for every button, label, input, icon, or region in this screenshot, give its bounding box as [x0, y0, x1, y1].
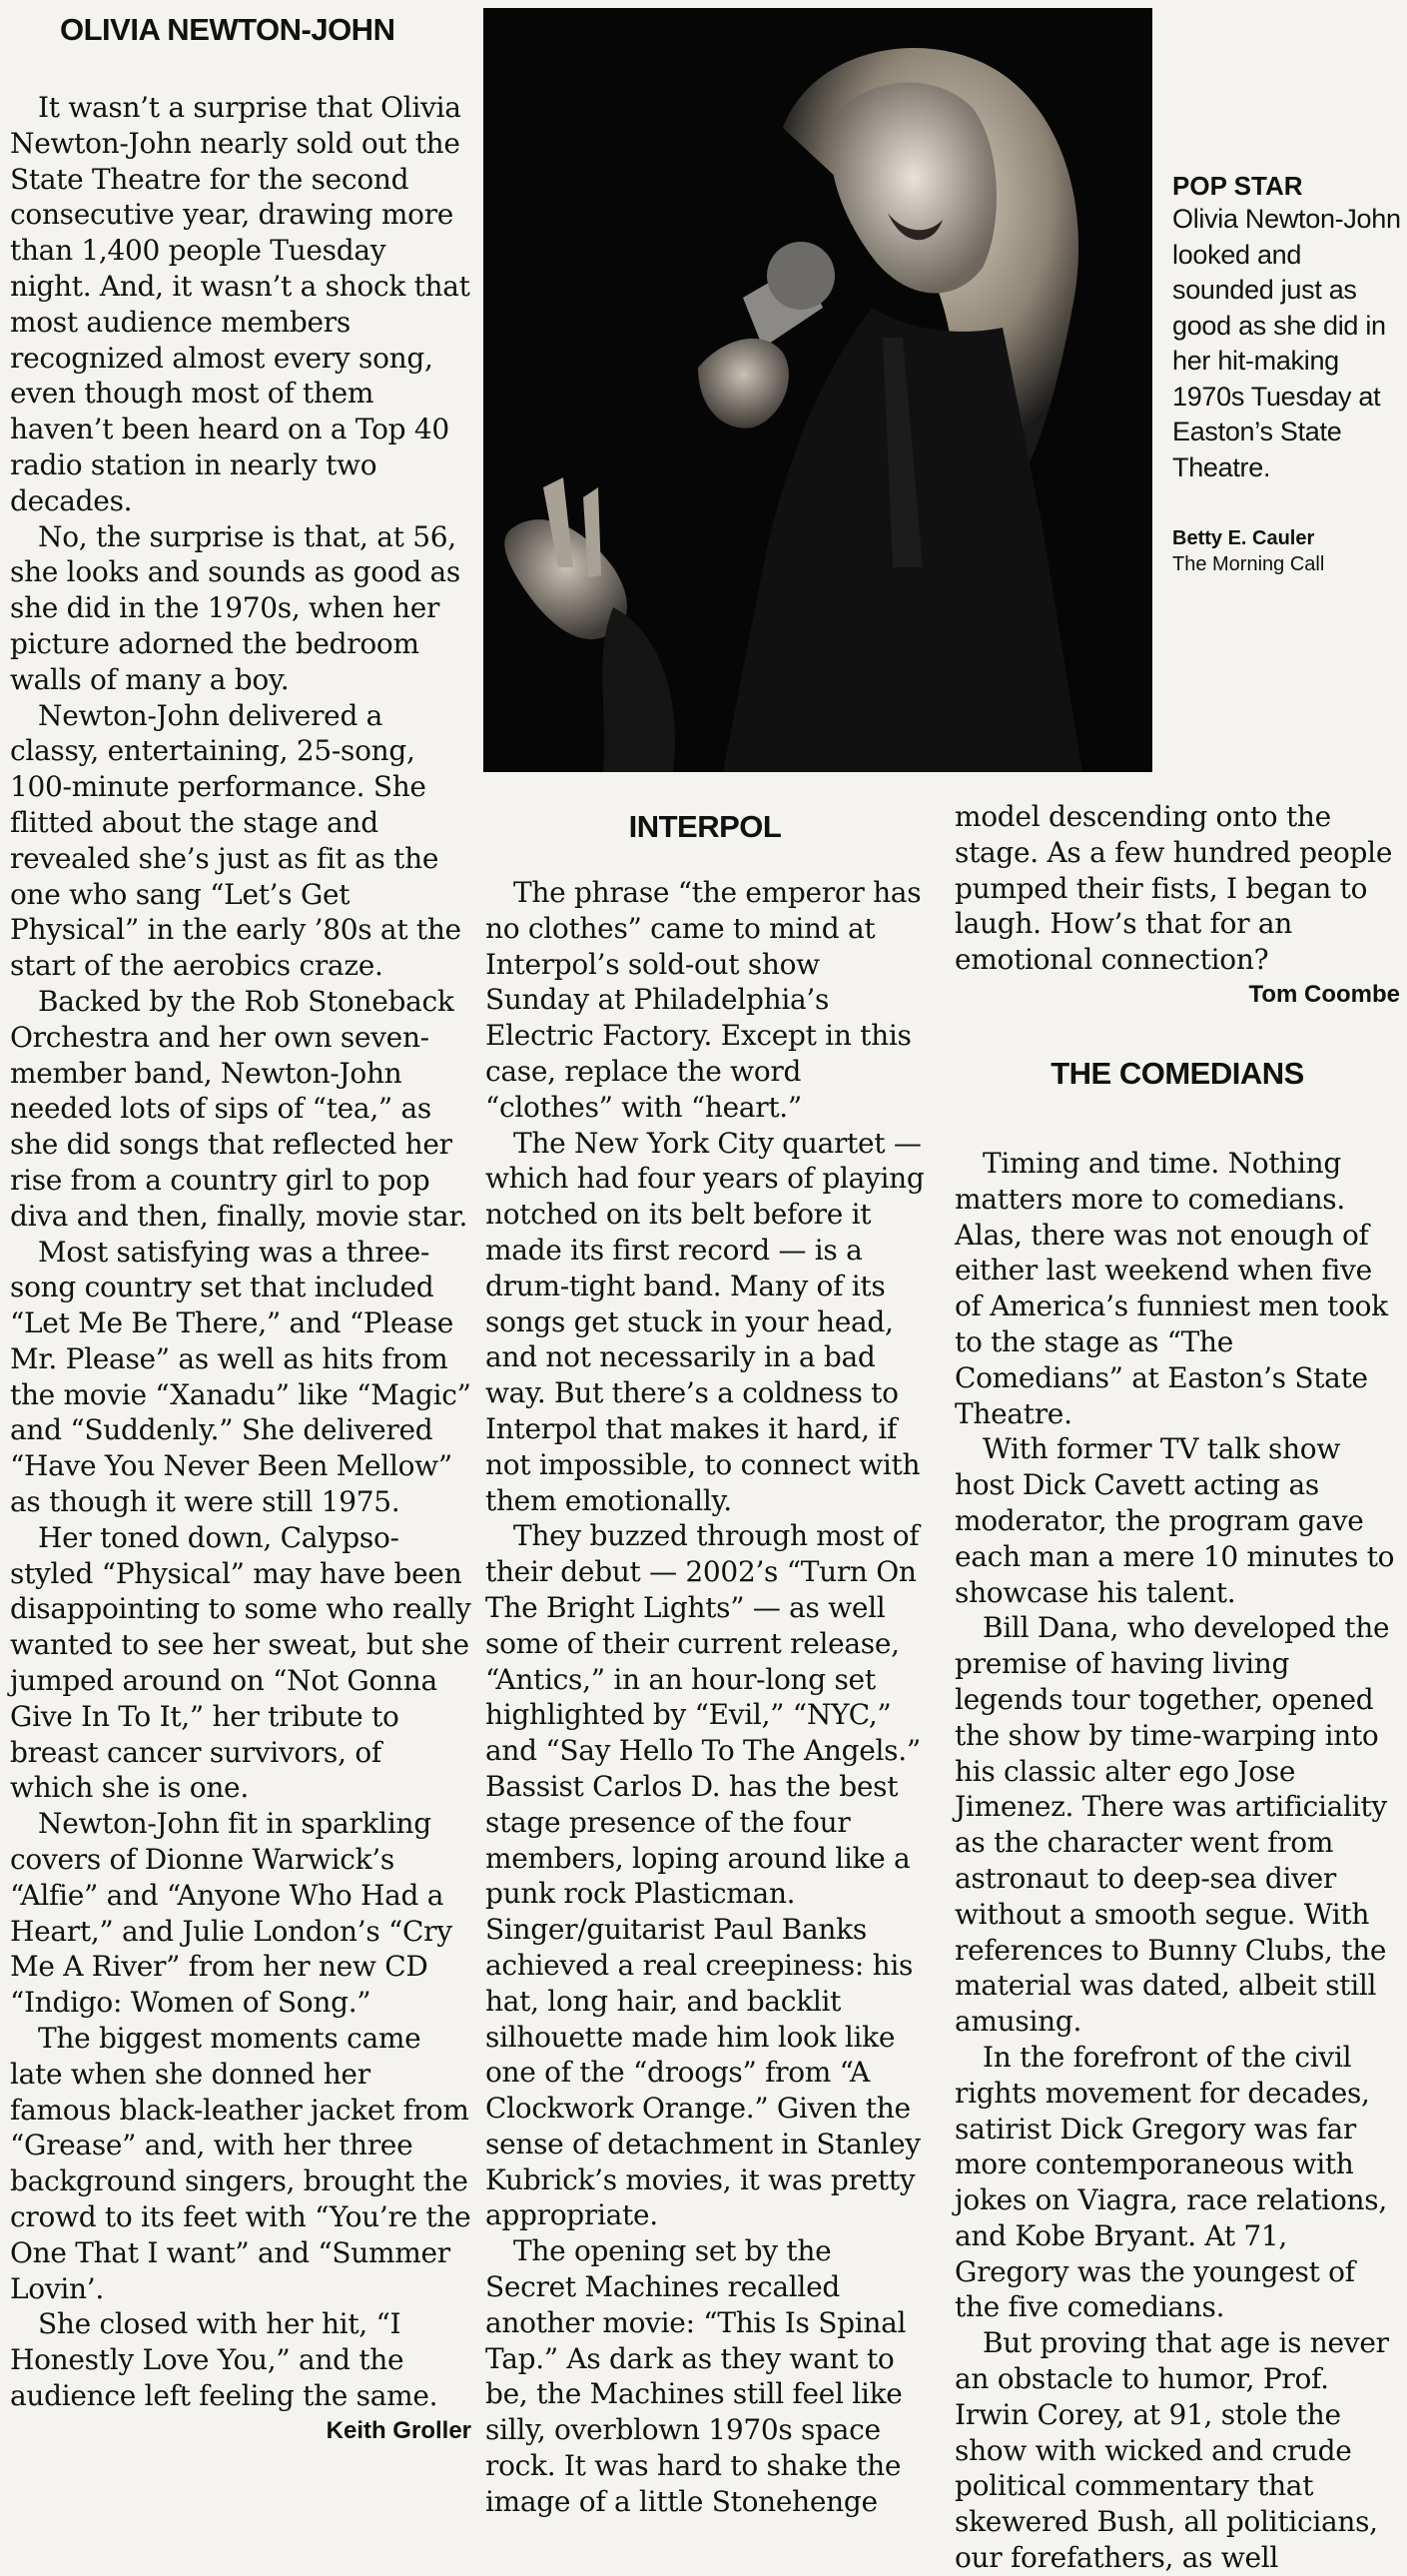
paragraph: With former TV talk show host Dick Cavett acting as moderator, the program gave each man a mere 10 minutes to showcase his talent.: [955, 1432, 1395, 1609]
article-interpol: [485, 799, 925, 2520]
paragraph: Timing and time. Nothing matters more to comedians. Alas, there was not enough of either last weekend when five of America’s funniest men took to the stage as “The Comedians” at Easton’s State Theatre.: [955, 1146, 1388, 1430]
article-heading: THE COMEDIANS: [1051, 1055, 1304, 1091]
paragraph: No, the surprise is that, at 56, she looks and sounds as good as she did in the 1970s, when her picture adorned the bedroom walls of many a boy.: [10, 519, 461, 696]
article-olivia-newton-john: [10, 10, 471, 2448]
paragraph: Most satisfying was a three-song country set that included “Let Me Be There,” and “Please Mr. Please” as well as hits from the movie “Xanadu” like “Magic” and “Suddenly.” She delivered “Have You Never Been Mellow” as though it were still 1975.: [10, 1235, 471, 1519]
paragraph: She closed with her hit, “I Honestly Love You,” and the audience left feeling the same.: [10, 2307, 438, 2412]
article-heading: INTERPOL: [628, 809, 782, 844]
paragraph: The phrase “the emperor has no clothes” came to mind at Interpol’s sold-out show Sunday at Philadelphia’s Electric Factory. Except in this case, replace the word “clothes” with “heart.”: [485, 876, 922, 1124]
article-body: [10, 90, 471, 2414]
article-column-3: [955, 799, 1400, 2576]
paragraph: The New York City quartet — which had four years of playing notched on its belt before it made its first record — is a drum-tight band. Many of its songs get stuck in your head, and not necessarily in a bad way. But there’s a coldness to Interpol that makes it hard, if not impossible, to connect with them emotionally.: [485, 1126, 925, 1517]
article-heading: OLIVIA NEWTON-JOHN: [60, 12, 395, 47]
credit-org: The Morning Call: [1172, 553, 1325, 575]
interpol-continuation: model descending onto the stage. As a few hundred people pumped their fists, I began to laugh. How’s that for an emotional connection?: [955, 800, 1393, 977]
byline: Tom Coombe: [1248, 980, 1400, 1008]
photo-caption: [1172, 170, 1402, 577]
credit-name: Betty E. Cauler: [1172, 527, 1315, 549]
photo-singer: [483, 8, 1152, 772]
paragraph: Her toned down, Calypso-styled “Physical” may have been disappointing to some who really wanted to see her sweat, but she jumped around on “Not Gonna Give In To It,” her tribute to breast cancer survivors, of which she is one.: [10, 1520, 471, 1805]
paragraph: But proving that age is never an obstacle to humor, Prof. Irwin Corey, at 91, stole the show with wicked and crude political commentary that skewered Bush, all politicians, our forefathers, as well: [955, 2326, 1389, 2575]
paragraph: It wasn’t a surprise that Olivia Newton-John nearly sold out the State Theatre for the second consecutive year, drawing more than 1,400 people Tuesday night. And, it wasn’t a shock that most audience members recognized almost every song, even though most of them haven’t been heard on a Top 40 radio station in nearly two decades.: [10, 91, 470, 517]
photo-credit: [1172, 525, 1402, 577]
paragraph: Newton-John delivered a classy, entertaining, 25-song, 100-minute performance. She flitted about the stage and revealed she’s just as fit as the one who sang “Let’s Get Physical” in the early ’80s at the start of the aerobics craze.: [10, 698, 461, 983]
paragraph: Newton-John fit in sparkling covers of Dionne Warwick’s “Alfie” and “Anyone Who Had a Heart,” and Julie London’s “Cry Me A River” from her new CD “Indigo: Women of Song.”: [10, 1807, 452, 2020]
paragraph: The opening set by the Secret Machines recalled another movie: “This Is Spinal Tap.” As dark as they want to be, the Machines still feel like silly, overblown 1970s space rock. It was hard to shake the image of a little Stonehenge: [485, 2234, 907, 2518]
paragraph: Backed by the Rob Stoneback Orchestra and her own seven-member band, Newton-John needed lots of sips of “tea,” as she did songs that reflected her rise from a country girl to pop diva and then, finally, movie star.: [10, 984, 468, 1233]
paragraph: The biggest moments came late when she donned her famous black-leather jacket from “Grease” and, with her three background singers, brought the crowd to its feet with “You’re the One That I want” and “Summer Lovin’.: [10, 2022, 471, 2305]
byline: Keith Groller: [326, 2416, 471, 2444]
caption-text: Olivia Newton-John looked and sounded just as good as she did in her hit-making 1970s Tuesday at Easton’s State Theatre.: [1172, 204, 1401, 482]
paragraph: In the forefront of the civil rights movement for decades, satirist Dick Gregory was far more contemporaneous with jokes on Viagra, race relations, and Kobe Bryant. At 71, Gregory was the youngest of the five comedians.: [955, 2040, 1387, 2324]
caption-head: POP STAR: [1172, 171, 1303, 201]
paragraph: They buzzed through most of their debut — 2002’s “Turn On The Bright Lights” — as well some of their current release, “Antics,” in an hour-long set highlighted by “Evil,” “NYC,” and “Say Hello To The Angels.” Bassist Carlos D. has the best stage presence of the four members, loping around like a punk rock Plasticman. Singer/guitarist Paul Banks achieved a real creepiness: his hat, long hair, and backlit silhouette made him look like one of the “droogs” from “A Clockwork Orange.” Given the sense of detachment in Stanley Kubrick’s movies, it was pretty appropriate.: [485, 1519, 921, 2232]
paragraph: Bill Dana, who developed the premise of having living legends tour together, opened the show by time-warping into his classic alter ego Jose Jimenez. There was artificiality as the character went from astronaut to deep-sea diver without a smooth segue. With references to Bunny Clubs, the material was dated, albeit still amusing.: [955, 1611, 1390, 2039]
singer-illustration: [483, 8, 1152, 772]
